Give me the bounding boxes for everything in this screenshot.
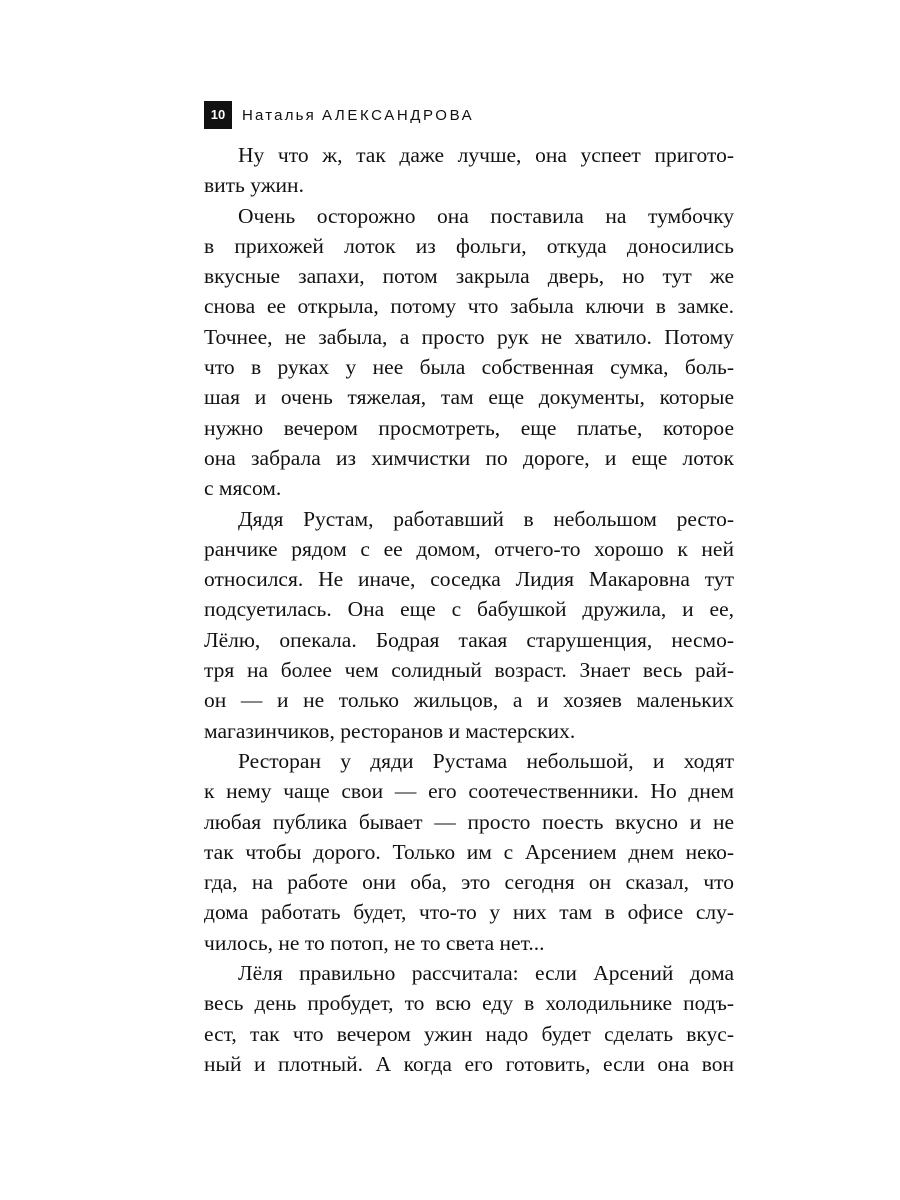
author-first-name: Наталья [242, 106, 316, 124]
text-line: снова ее открыла, потому что забыла ключи в замке. [204, 294, 734, 319]
text-line: к нему чаще свои — его соотечественники. Но днем [204, 779, 734, 804]
text-line: шая и очень тяжелая, там еще документы, которые [204, 385, 734, 410]
text-line: Дядя Рустам, работавший в небольшом ресто- [238, 506, 734, 531]
text-line: весь день пробудет, то всю еду в холодильнике подъ- [204, 991, 734, 1016]
text-line: чилось, не то потоп, не то света нет... [204, 930, 545, 955]
text-line: Ну что ж, так даже лучше, она успеет пригото- [238, 143, 734, 167]
text-line: ный и плотный. А когда его готовить, если она вон [204, 1051, 734, 1076]
paragraph [204, 746, 734, 958]
text-line: Ресторан у дяди Рустама небольшой, и ходят [238, 748, 734, 773]
text-line: относился. Не иначе, соседка Лидия Макаровна тут [204, 567, 734, 592]
page-number: 10 [204, 101, 232, 129]
text-line: тря на более чем солидный возраст. Знает весь рай- [204, 658, 734, 683]
text-line: Лёлю, опекала. Бодрая такая старушенция, несмо- [204, 627, 734, 652]
author-surname: АЛЕКСАНДРОВА [321, 106, 475, 124]
text-line: что в руках у нее была собственная сумка, боль- [204, 355, 734, 380]
text-line: он — и не только жильцов, а и хозяев маленьких [204, 688, 734, 713]
text-line: нужно вечером просмотреть, еще платье, которое [204, 415, 734, 440]
paragraph [204, 140, 734, 201]
text-line: Лёля правильно рассчитала: если Арсений дома [238, 961, 734, 986]
text-line: вить ужин. [204, 173, 304, 198]
paragraph [204, 504, 734, 746]
text-line: Точнее, не забыла, а просто рук не хватило. Потому [204, 324, 734, 349]
paragraph [204, 201, 734, 504]
text-line: Очень осторожно она поставила на тумбочку [238, 203, 734, 228]
text-line: с мясом. [204, 476, 282, 501]
body-text [204, 140, 734, 1079]
text-line: дома работать будет, что-то у них там в офисе слу- [204, 900, 734, 925]
text-line: любая публика бывает — просто поесть вкусно и не [204, 809, 734, 834]
page-header [204, 101, 474, 129]
text-line: магазинчиков, ресторанов и мастерских. [204, 718, 576, 743]
text-line: подсуетилась. Она еще с бабушкой дружила, и ее, [204, 597, 734, 622]
text-line: гда, на работе они оба, это сегодня он сказал, что [204, 870, 734, 895]
paragraph [204, 958, 734, 1079]
text-line: ест, так что вечером ужин надо будет сделать вкус- [204, 1021, 734, 1046]
text-line: вкусные запахи, потом закрыла дверь, но тут же [204, 264, 734, 289]
text-line: так чтобы дорого. Только им с Арсением днем неко- [204, 839, 734, 864]
text-line: ранчике рядом с ее домом, отчего-то хорошо к ней [204, 536, 734, 561]
text-line: она забрала из химчистки по дороге, и еще лоток [204, 445, 734, 470]
running-head [242, 107, 474, 124]
text-line: в прихожей лоток из фольги, откуда доносились [204, 233, 734, 258]
